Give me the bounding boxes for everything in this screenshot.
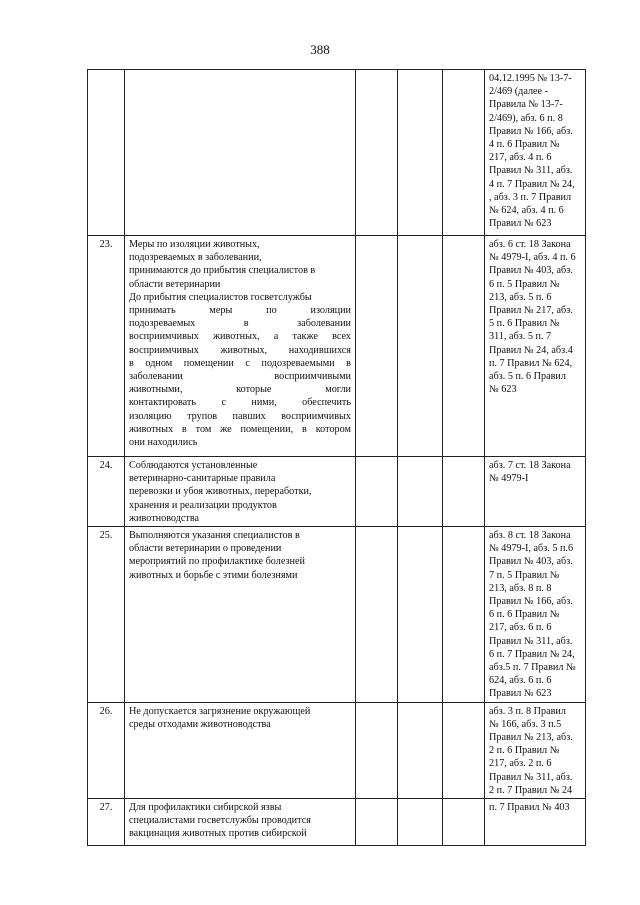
empty-cell-b bbox=[398, 70, 443, 236]
empty-cell-c bbox=[443, 457, 485, 527]
reference-line: 5 п. 6 Правил № bbox=[489, 318, 560, 330]
reference-line: , абз. 3 п. 7 Правил bbox=[489, 191, 572, 203]
reference-line: Правил № 213, абз. bbox=[489, 732, 573, 744]
requirement-line: области ветеринарии bbox=[129, 278, 221, 290]
reference-line: 2 п. 6 Правил № bbox=[489, 745, 560, 757]
requirement-line: Для профилактики сибирской язвы bbox=[129, 802, 282, 814]
table-row bbox=[88, 702, 586, 798]
reference-line: 217, абз. 2 п. 6 bbox=[489, 758, 552, 770]
reference-line: абз.5 п. 7 Правил № bbox=[489, 662, 576, 674]
legal-reference bbox=[485, 799, 586, 846]
reference-line: абз. 7 ст. 18 Закона bbox=[489, 460, 571, 471]
reference-line: п. 7 Правил № 624, bbox=[489, 357, 573, 369]
reference-line: 217, абз. 6 п. 6 bbox=[489, 622, 552, 634]
reference-line: 2/469 (далее - bbox=[489, 86, 549, 98]
requirement-line: специалистами госветслужбы проводится bbox=[129, 815, 311, 827]
requirement-text bbox=[125, 457, 356, 527]
legal-reference bbox=[485, 70, 586, 236]
requirement-line: хранения и реализации продуктов bbox=[129, 499, 277, 511]
reference-line: № 623 bbox=[489, 384, 517, 396]
requirement-text bbox=[125, 527, 356, 703]
empty-cell-a bbox=[356, 236, 398, 457]
reference-line: Правил № 166, абз. bbox=[489, 596, 573, 608]
table-row bbox=[88, 457, 586, 527]
reference-line: п. 7 Правил № 403 bbox=[489, 802, 570, 814]
requirement-line: Выполняются указания специалистов в bbox=[129, 530, 300, 542]
requirement-text bbox=[125, 70, 356, 236]
legal-reference bbox=[485, 457, 586, 527]
empty-cell-c bbox=[443, 702, 485, 798]
empty-cell-c bbox=[443, 527, 485, 703]
requirement-line: они находились bbox=[129, 437, 198, 449]
requirement-line: мероприятий по профилактике болезней bbox=[129, 556, 305, 568]
reference-line: абз. 3 п. 8 Правил bbox=[489, 705, 566, 717]
reference-line: 2/469), абз. 6 п. 8 bbox=[489, 112, 563, 124]
requirement-line: Меры по изоляции животных, bbox=[129, 239, 260, 250]
row-number bbox=[88, 70, 125, 236]
requirement-line: Соблюдаются установленные bbox=[129, 460, 258, 471]
requirement-line: перевозки и убоя животных, переработки, bbox=[129, 486, 312, 498]
reference-line: Правил № 311, абз. bbox=[489, 165, 573, 177]
requirement-line: животноводства bbox=[129, 512, 200, 524]
requirement-line: принимаются до прибытия специалистов в bbox=[129, 265, 316, 277]
requirement-line: среды отходами животноводства bbox=[129, 718, 271, 730]
requirement-line: животных и борьбе с этими болезнями bbox=[129, 569, 298, 581]
reference-line: № 4979-I, абз. 5 п.6 bbox=[489, 543, 574, 555]
reference-line: Правил № 217, абз. bbox=[489, 305, 573, 317]
reference-line: 7 п. 5 Правил № bbox=[489, 569, 560, 581]
reference-line: 6 п. 6 Правил № bbox=[489, 609, 560, 621]
requirement-text bbox=[125, 702, 356, 798]
empty-cell-c bbox=[443, 799, 485, 846]
requirement-line: области ветеринарии о проведении bbox=[129, 543, 282, 555]
empty-cell-b bbox=[398, 527, 443, 703]
empty-cell-c bbox=[443, 236, 485, 457]
row-number: 25. bbox=[88, 527, 125, 703]
reference-line: 311, абз. 5 п. 7 bbox=[489, 331, 552, 343]
reference-line: 6 п. 7 Правил № 24, bbox=[489, 648, 575, 660]
requirement-text bbox=[125, 799, 356, 846]
empty-cell-c bbox=[443, 70, 485, 236]
reference-line: Правил № 166, абз. bbox=[489, 125, 573, 137]
reference-line: Правил № 403, абз. bbox=[489, 265, 573, 277]
empty-cell-b bbox=[398, 236, 443, 457]
requirement-line: животных в том же помещении, в котором bbox=[129, 423, 351, 435]
requirement-line: животными, которые могли bbox=[129, 384, 351, 396]
empty-cell-a bbox=[356, 70, 398, 236]
page-number: 388 bbox=[310, 42, 330, 57]
requirement-line: ветеринарно-санитарные правила bbox=[129, 473, 276, 485]
requirement-line: изоляцию трупов павших восприимчивых bbox=[129, 410, 351, 422]
requirement-line: До прибытия специалистов госветслужбы bbox=[129, 291, 312, 303]
requirement-line: вакцинация животных против сибирской bbox=[129, 828, 307, 840]
empty-cell-a bbox=[356, 457, 398, 527]
requirement-line: Не допускается загрязнение окружающей bbox=[129, 705, 311, 717]
empty-cell-b bbox=[398, 702, 443, 798]
reference-line: Правил № 311, абз. bbox=[489, 771, 573, 783]
table-row bbox=[88, 799, 586, 846]
reference-line: 217, абз. 4 п. 6 bbox=[489, 152, 552, 164]
reference-line: абз. 5 п. 6 Правил bbox=[489, 371, 566, 383]
reference-line: 4 п. 6 Правил № bbox=[489, 139, 560, 151]
empty-cell-b bbox=[398, 457, 443, 527]
requirement-line: принимать меры по изоляции bbox=[129, 305, 351, 317]
row-number: 23. bbox=[88, 236, 125, 457]
requirement-line: подозреваемых в заболевании bbox=[129, 318, 351, 330]
requirement-text bbox=[125, 236, 356, 457]
requirement-line: восприимчивых животных, находившихся bbox=[129, 344, 351, 356]
legal-reference bbox=[485, 702, 586, 798]
reference-line: Правил № 623 bbox=[489, 218, 552, 230]
requirement-line: подозреваемых в заболевании, bbox=[129, 252, 262, 264]
requirement-line: восприимчивых животных, а также всех bbox=[129, 331, 351, 343]
reference-line: 6 п. 5 Правил № bbox=[489, 278, 560, 290]
requirement-line: в одном помещении с подозреваемыми в bbox=[129, 357, 351, 369]
empty-cell-a bbox=[356, 527, 398, 703]
reference-line: абз. 8 ст. 18 Закона bbox=[489, 530, 571, 542]
reference-line: Правил № 403, абз. bbox=[489, 556, 573, 568]
table-row bbox=[88, 527, 586, 703]
row-number: 27. bbox=[88, 799, 125, 846]
empty-cell-a bbox=[356, 799, 398, 846]
reference-line: 4 п. 7 Правил № 24, bbox=[489, 178, 575, 190]
table-row bbox=[88, 70, 586, 236]
table-row bbox=[88, 236, 586, 457]
legal-reference bbox=[485, 236, 586, 457]
requirements-table bbox=[87, 69, 586, 846]
reference-line: № 4979-I bbox=[489, 473, 529, 485]
reference-line: 213, абз. 8 п. 8 bbox=[489, 582, 552, 594]
reference-line: 04.12.1995 № 13-7- bbox=[489, 73, 572, 84]
reference-line: № 624, абз. 4 п. 6 bbox=[489, 205, 564, 217]
requirement-line: заболевании восприимчивыми bbox=[129, 371, 351, 383]
reference-line: Правил № 311, абз. bbox=[489, 635, 573, 647]
requirement-line: контактировать с ними, обеспечить bbox=[129, 397, 351, 409]
reference-line: Правил № 623 bbox=[489, 688, 552, 700]
reference-line: № 166, абз. 3 п.5 bbox=[489, 718, 562, 730]
reference-line: № 4979-I, абз. 4 п. 6 bbox=[489, 252, 576, 264]
row-number: 26. bbox=[88, 702, 125, 798]
reference-line: Правила № 13-7- bbox=[489, 99, 563, 111]
reference-line: Правил № 24, абз.4 bbox=[489, 344, 573, 356]
reference-line: 2 п. 7 Правил № 24 bbox=[489, 784, 573, 796]
row-number: 24. bbox=[88, 457, 125, 527]
reference-line: абз. 6 ст. 18 Закона bbox=[489, 239, 571, 250]
empty-cell-a bbox=[356, 702, 398, 798]
empty-cell-b bbox=[398, 799, 443, 846]
legal-reference bbox=[485, 527, 586, 703]
reference-line: 213, абз. 5 п. 6 bbox=[489, 291, 552, 303]
reference-line: 624, абз. 6 п. 6 bbox=[489, 675, 552, 687]
